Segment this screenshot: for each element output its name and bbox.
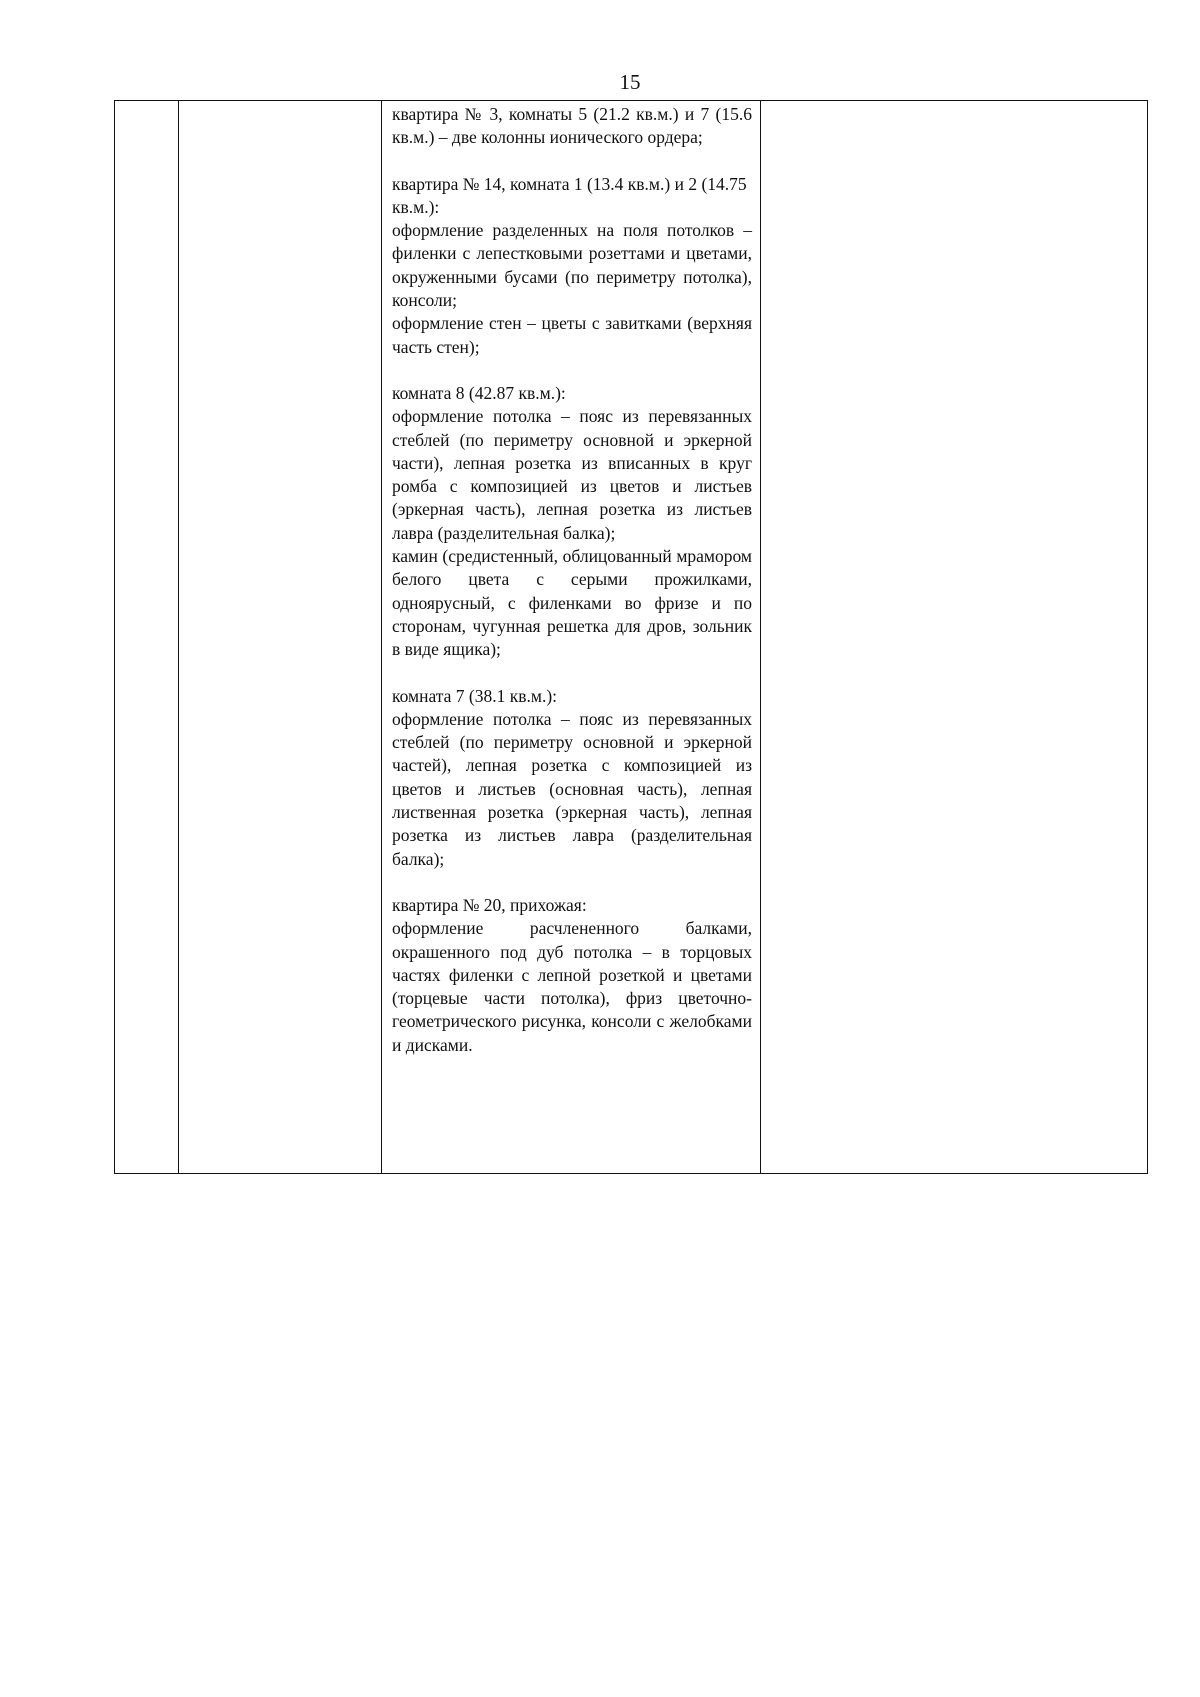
description-heading: комната 8 (42.87 кв.м.): <box>392 382 566 403</box>
description-heading: квартира № 14, комната 1 (13.4 кв.м.) и 2 (14.75 кв.м.): <box>392 173 747 217</box>
description-block <box>392 894 752 1057</box>
description-block <box>392 173 752 359</box>
description-paragraph: оформление потолка – пояс из перевязанных стеблей (по периметру основной и эркерной части), лепная розетка из вписанных в круг ромба с композицией из цветов и листьев (эркерная часть), лепная розетка из листьев лавра (разделительная балка); <box>392 406 752 543</box>
description-paragraph: оформление разделенных на поля потолков – филенки с лепестковыми розеттами и цветами, окруженными бусами (по периметру потолка), консоли; <box>392 220 752 311</box>
description-paragraph: квартира № 3, комнаты 5 (21.2 кв.м.) и 7 (15.6 кв.м.) – две колонны ионического ордера; <box>392 104 752 148</box>
description-paragraph: оформление стен – цветы с завитками (верхняя часть стен); <box>392 313 752 357</box>
description-text <box>382 101 760 1057</box>
description-paragraph: камин (средистенный, облицованный мрамором белого цвета с серыми прожилками, одноярусный, с филенками во фризе и по сторонам, чугунная решетка для дров, зольник в виде ящика); <box>392 546 752 660</box>
description-heading: комната 7 (38.1 кв.м.): <box>392 685 558 706</box>
page-number: 15 <box>619 70 641 94</box>
table-cell-notes <box>761 101 1148 1174</box>
description-heading: квартира № 20, прихожая: <box>392 894 587 915</box>
description-block <box>392 685 752 871</box>
table-cell-description <box>382 101 761 1174</box>
table-row <box>115 101 1148 1174</box>
description-block <box>392 103 752 150</box>
table-cell-number <box>115 101 179 1174</box>
description-paragraph: оформление потолка – пояс из перевязанных стеблей (по периметру основной и эркерной частей), лепная розетка с композицией из цветов и листьев (основная часть), лепная лиственная розетка (эркерная часть), лепная розетка из листьев лавра (разделительная балка); <box>392 708 752 869</box>
document-table <box>114 100 1148 1174</box>
description-block <box>392 382 752 662</box>
table-cell-object <box>179 101 382 1174</box>
description-paragraph: оформление расчлененного балками, окрашенного под дуб потолка – в торцовых частях филенки с лепной розеткой и цветами (торцевые части потолка), фриз цветочно-геометрического рисунка, консоли с желобками и дисками. <box>392 918 752 1055</box>
